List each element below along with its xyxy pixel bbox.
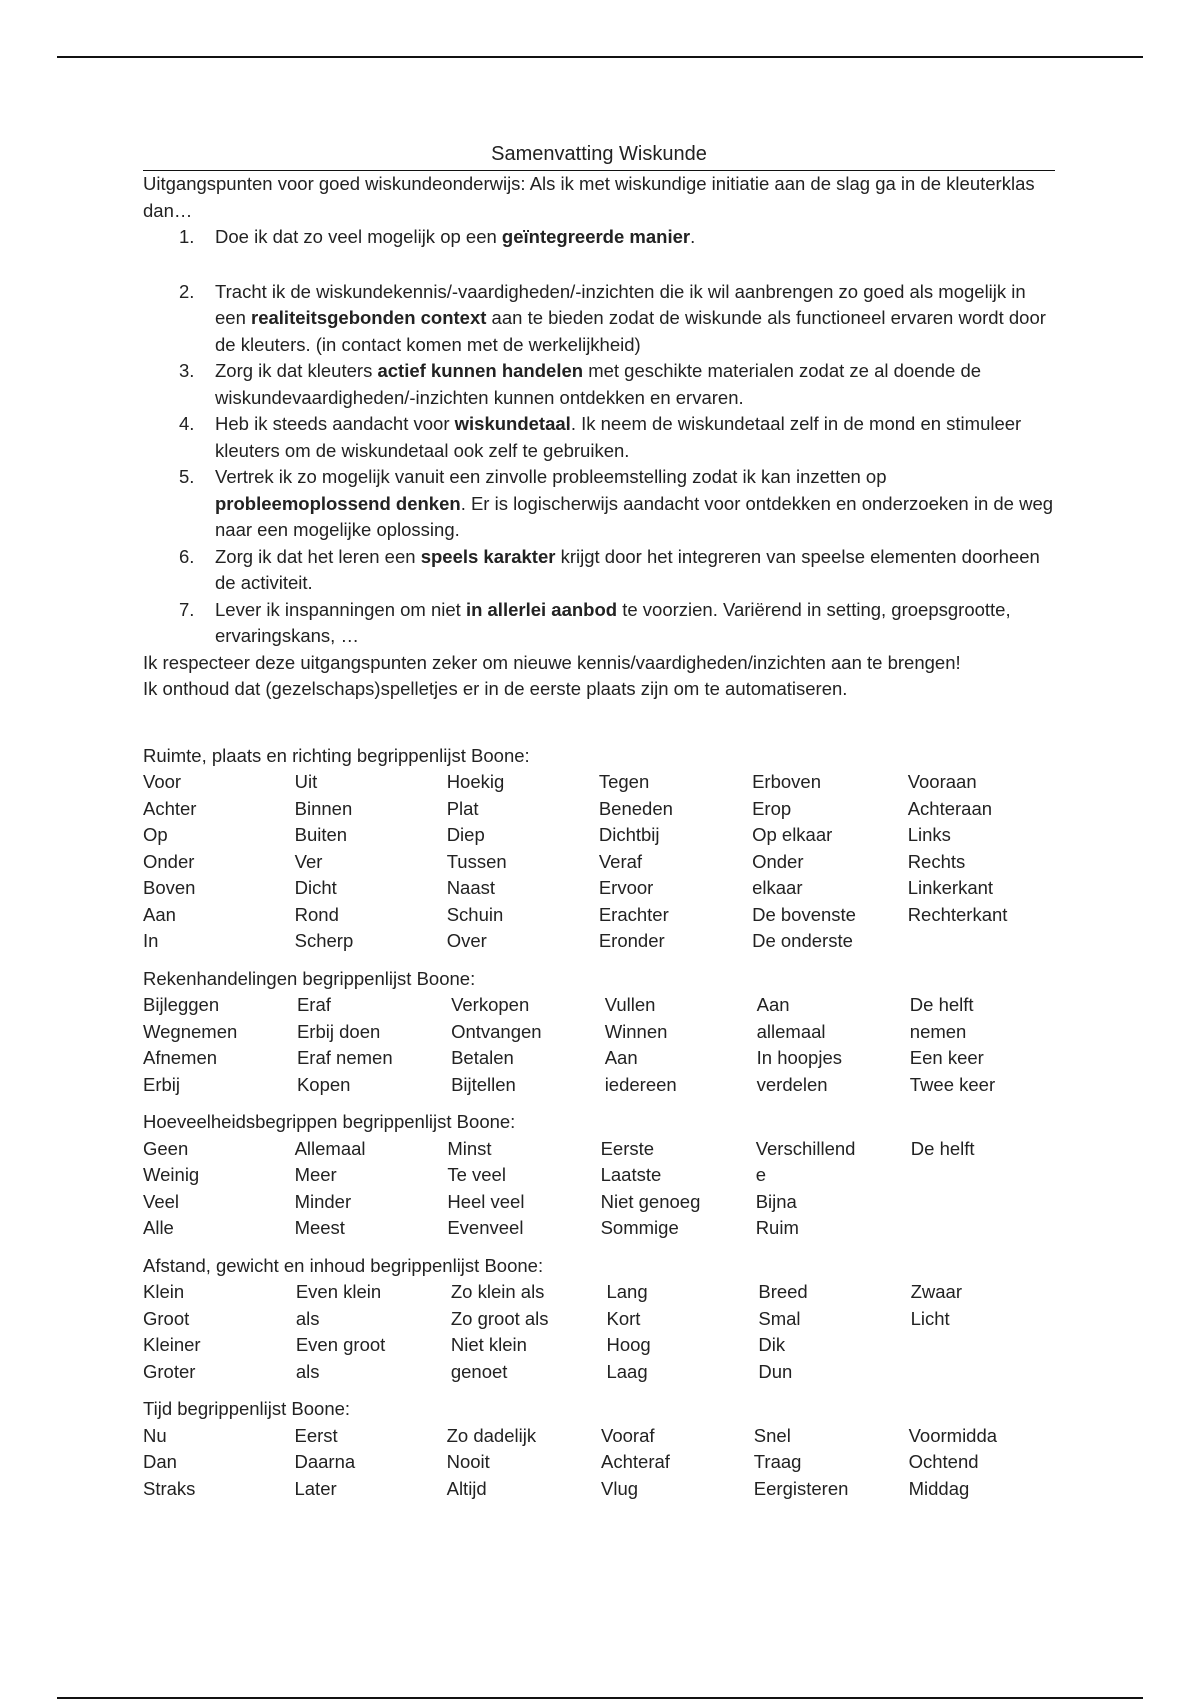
table-row bbox=[143, 1072, 1063, 1099]
word-cell: nemen bbox=[909, 1020, 967, 1042]
word-cell: Beneden bbox=[598, 797, 673, 819]
list-item: 6. Zorg ik dat het leren een speels karakter krijgt door het integreren van speelse elementen doorheen de activiteit. bbox=[179, 545, 1040, 593]
word-cell: In bbox=[143, 930, 159, 951]
list-number: 3. bbox=[179, 360, 195, 381]
word-cell: Alle bbox=[143, 1217, 174, 1238]
word-cell: iedereen bbox=[604, 1073, 677, 1095]
word-cell: Winnen bbox=[604, 1020, 668, 1042]
word-cell: genoet bbox=[450, 1360, 508, 1382]
header-rule bbox=[57, 56, 1143, 58]
word-cell: Nooit bbox=[446, 1451, 490, 1472]
list-item: 4. Heb ik steeds aandacht voor wiskundetaal. Ik neem de wiskundetaal zelf in de mond en stimuleer kleuters om de wiskundetaal ook zelf te gebruiken. bbox=[179, 413, 1022, 461]
word-cell: Erbij bbox=[143, 1073, 181, 1095]
word-cell: Twee keer bbox=[909, 1073, 996, 1095]
word-cell: Op bbox=[143, 824, 168, 845]
word-cell bbox=[911, 1162, 1063, 1189]
word-cell bbox=[911, 1215, 1063, 1242]
word-cell: Boven bbox=[143, 877, 196, 898]
word-cell: Zo klein als bbox=[450, 1281, 545, 1302]
word-cell: Onder bbox=[143, 850, 195, 872]
word-cell: Later bbox=[294, 1477, 337, 1499]
word-cell: Eergisteren bbox=[753, 1477, 849, 1499]
word-cell: Verkopen bbox=[451, 994, 530, 1015]
word-cell: Weinig bbox=[143, 1164, 200, 1185]
word-cell: Eronder bbox=[598, 930, 665, 951]
word-cell: Groot bbox=[143, 1307, 190, 1329]
word-cell: Te veel bbox=[447, 1164, 506, 1185]
list-number: 6. bbox=[179, 545, 195, 567]
list-number: 2. bbox=[179, 280, 195, 302]
word-cell: Bijleggen bbox=[143, 994, 220, 1015]
table-row bbox=[143, 822, 1063, 849]
word-cell: Ochtend bbox=[908, 1451, 979, 1472]
table-row bbox=[143, 849, 1063, 876]
word-cell: als bbox=[295, 1307, 320, 1329]
word-cell: Links bbox=[907, 824, 951, 845]
word-table bbox=[143, 1279, 1063, 1385]
word-cell: Verschillend bbox=[755, 1137, 856, 1159]
word-cell: Over bbox=[446, 930, 487, 951]
list-number: 4. bbox=[179, 413, 195, 434]
word-cell: Traag bbox=[753, 1451, 802, 1472]
word-cell: Aan bbox=[756, 994, 790, 1015]
document-body bbox=[143, 140, 1055, 1502]
section-title: Tijd begrippenlijst Boone: bbox=[143, 1398, 351, 1419]
word-cell: Tegen bbox=[598, 771, 650, 792]
word-cell: Op elkaar bbox=[752, 824, 833, 845]
list-item: 5. Vertrek ik zo mogelijk vanuit een zinvolle probleemstelling zodat ik kan inzetten op probleemoplossend denken. Er is logischerwijs aandacht voor ontdekken en onderzoeken in de weg naar een mogelijke oplossing. bbox=[179, 466, 1054, 540]
word-cell: Nu bbox=[143, 1424, 167, 1446]
word-cell: Dik bbox=[758, 1334, 786, 1355]
word-cell: De onderste bbox=[752, 930, 853, 951]
word-cell: Erbij doen bbox=[296, 1020, 381, 1042]
glossary-sections bbox=[143, 743, 1055, 1503]
word-cell: Sommige bbox=[600, 1217, 679, 1238]
word-cell: Ruim bbox=[755, 1217, 799, 1238]
word-cell: Altijd bbox=[446, 1477, 487, 1499]
word-cell: Dun bbox=[758, 1360, 793, 1382]
list-item: 1. Doe ik dat zo veel mogelijk op een geïntegreerde manier. bbox=[143, 224, 1055, 251]
word-table bbox=[143, 992, 1063, 1098]
word-cell: Eraf bbox=[296, 994, 331, 1015]
table-row bbox=[143, 875, 1063, 902]
word-cell: Snel bbox=[753, 1424, 791, 1446]
word-cell: Afnemen bbox=[143, 1047, 218, 1068]
word-cell: Meer bbox=[294, 1164, 337, 1185]
word-table bbox=[143, 769, 1063, 955]
word-cell: Een keer bbox=[909, 1047, 984, 1068]
section-title: Rekenhandelingen begrippenlijst Boone: bbox=[143, 967, 476, 989]
word-cell: Minder bbox=[294, 1190, 352, 1212]
list-number: 7. bbox=[179, 598, 195, 620]
page-title: Samenvatting Wiskunde bbox=[143, 140, 1055, 171]
word-cell: Hoog bbox=[606, 1334, 651, 1355]
word-cell: Niet genoeg bbox=[600, 1190, 701, 1212]
table-row bbox=[143, 1423, 1063, 1450]
word-cell: e bbox=[755, 1164, 766, 1185]
emphasis: wiskundetaal bbox=[454, 413, 571, 434]
word-cell: Evenveel bbox=[447, 1217, 524, 1238]
word-cell: Erachter bbox=[598, 903, 669, 925]
word-cell: Even klein bbox=[295, 1281, 382, 1302]
word-cell: als bbox=[295, 1360, 320, 1382]
word-cell: Erboven bbox=[752, 771, 821, 792]
word-cell: Allemaal bbox=[294, 1137, 366, 1159]
word-cell: In hoopjes bbox=[756, 1047, 842, 1068]
table-row bbox=[143, 1476, 1063, 1503]
table-row bbox=[143, 1306, 1063, 1333]
word-cell: Groter bbox=[143, 1360, 196, 1382]
table-row bbox=[143, 1045, 1063, 1072]
table-row bbox=[143, 1449, 1063, 1476]
closing-line: Ik onthoud dat (gezelschaps)spelletjes er in de eerste plaats zijn om te automatiseren. bbox=[143, 678, 848, 699]
table-row bbox=[143, 1189, 1063, 1216]
table-row bbox=[143, 992, 1063, 1019]
word-cell: Voormidda bbox=[908, 1424, 998, 1446]
word-cell: Diep bbox=[446, 824, 485, 845]
word-cell: Aan bbox=[604, 1047, 638, 1068]
word-cell: allemaal bbox=[756, 1020, 826, 1042]
word-cell: Achter bbox=[143, 797, 197, 819]
emphasis: actief kunnen handelen bbox=[377, 360, 584, 381]
table-row bbox=[143, 796, 1063, 823]
word-cell: Plat bbox=[446, 797, 479, 819]
list-number: 1. bbox=[179, 226, 195, 247]
word-cell: Aan bbox=[143, 903, 176, 925]
word-cell: Niet klein bbox=[450, 1334, 527, 1355]
emphasis: probleemoplossend denken bbox=[215, 492, 461, 514]
word-cell: Buiten bbox=[294, 824, 348, 845]
word-cell: Achteraan bbox=[907, 797, 993, 819]
list-number: 5. bbox=[179, 466, 195, 487]
glossary-section bbox=[143, 743, 1055, 955]
word-cell: Zwaar bbox=[910, 1281, 962, 1302]
word-cell: Hoekig bbox=[446, 771, 505, 792]
word-cell: Eerst bbox=[294, 1424, 338, 1446]
word-cell bbox=[911, 1189, 1063, 1216]
glossary-section bbox=[143, 1109, 1055, 1242]
section-title: Ruimte, plaats en richting begrippenlijst Boone: bbox=[143, 744, 530, 766]
word-cell: Ontvangen bbox=[451, 1020, 542, 1042]
word-cell: Meest bbox=[294, 1217, 345, 1238]
word-cell: Smal bbox=[758, 1307, 801, 1329]
table-row bbox=[143, 1279, 1063, 1306]
word-cell: Kleiner bbox=[143, 1334, 201, 1355]
word-cell: Tussen bbox=[446, 850, 507, 872]
word-cell: Rond bbox=[294, 903, 339, 925]
word-cell: Betalen bbox=[451, 1047, 514, 1068]
emphasis: in allerlei aanbod bbox=[465, 598, 618, 620]
table-row bbox=[143, 1332, 1063, 1359]
word-cell: elkaar bbox=[752, 877, 803, 898]
word-cell: Dan bbox=[143, 1451, 177, 1472]
word-cell: Laag bbox=[606, 1360, 648, 1382]
word-cell: Veel bbox=[143, 1190, 180, 1212]
glossary-section bbox=[143, 1396, 1055, 1502]
word-cell: Dicht bbox=[294, 877, 337, 898]
table-row bbox=[143, 769, 1063, 796]
word-cell: Laatste bbox=[600, 1164, 662, 1185]
word-cell: Bijtellen bbox=[451, 1073, 516, 1095]
word-cell: Achteraf bbox=[601, 1451, 670, 1472]
word-cell: Lang bbox=[606, 1281, 648, 1302]
word-cell: Klein bbox=[143, 1281, 185, 1302]
word-cell: Geen bbox=[143, 1137, 189, 1159]
word-cell: Breed bbox=[758, 1281, 808, 1302]
word-cell: Even groot bbox=[295, 1334, 386, 1355]
emphasis: speels karakter bbox=[420, 545, 556, 567]
word-cell: Straks bbox=[143, 1477, 196, 1499]
word-cell: Ver bbox=[294, 850, 323, 872]
word-cell: De helft bbox=[910, 1137, 975, 1159]
word-cell: Binnen bbox=[294, 797, 353, 819]
word-cell: Ervoor bbox=[598, 877, 654, 898]
word-cell bbox=[911, 1359, 1063, 1386]
word-cell: De helft bbox=[909, 994, 974, 1015]
word-cell: Erop bbox=[752, 797, 792, 819]
glossary-section bbox=[143, 966, 1055, 1099]
word-cell: Kopen bbox=[296, 1073, 351, 1095]
closing-line: Ik respecteer deze uitgangspunten zeker om nieuwe kennis/vaardigheden/inzichten aan te brengen! bbox=[143, 651, 961, 673]
word-cell: Vullen bbox=[604, 994, 656, 1015]
word-cell: Bijna bbox=[755, 1190, 797, 1212]
word-cell: Vlug bbox=[601, 1477, 639, 1499]
emphasis: realiteitsgebonden context bbox=[251, 307, 487, 328]
word-cell: Licht bbox=[910, 1307, 950, 1329]
word-table bbox=[143, 1136, 1063, 1242]
word-cell: Kort bbox=[606, 1307, 641, 1329]
table-row bbox=[143, 928, 1063, 955]
word-cell: Vooraf bbox=[601, 1424, 655, 1446]
glossary-section bbox=[143, 1253, 1055, 1386]
table-row bbox=[143, 1359, 1063, 1386]
word-cell: Scherp bbox=[294, 930, 354, 951]
word-cell: Minst bbox=[447, 1137, 492, 1159]
section-title: Hoeveelheidsbegrippen begrippenlijst Boone: bbox=[143, 1111, 516, 1132]
emphasis: geïntegreerde manier bbox=[501, 226, 691, 247]
footer-rule bbox=[57, 1697, 1143, 1699]
word-cell: Schuin bbox=[446, 903, 504, 925]
word-cell: Eraf nemen bbox=[296, 1047, 393, 1068]
intro-paragraph: Uitgangspunten voor goed wiskundeonderwijs: Als ik met wiskundige initiatie aan de slag ga in de kleuterklas dan… bbox=[143, 173, 1035, 221]
table-row bbox=[143, 1136, 1063, 1163]
word-cell: Uit bbox=[294, 771, 318, 792]
section-title: Afstand, gewicht en inhoud begrippenlijst Boone: bbox=[143, 1254, 544, 1276]
table-row bbox=[143, 1215, 1063, 1242]
word-cell: Zo dadelijk bbox=[446, 1424, 537, 1446]
word-cell: Middag bbox=[908, 1477, 970, 1499]
word-cell bbox=[908, 928, 1063, 955]
word-cell: Naast bbox=[446, 877, 496, 898]
table-row bbox=[143, 1019, 1063, 1046]
word-cell: Rechterkant bbox=[907, 903, 1008, 925]
list-item: 2. Tracht ik de wiskundekennis/-vaardigheden/-inzichten die ik wil aanbrengen zo goed als mogelijk in een realiteitsgebonden context aan te bieden zodat de wiskunde als functioneel ervaren wordt door de kleuters. (in contact komen met de werkelijkheid) bbox=[179, 280, 1046, 355]
list-item: 3. Zorg ik dat kleuters actief kunnen handelen met geschikte materialen zodat ze al doende de wiskundevaardigheden/-inzichten kunnen ontdekken en ervaren. bbox=[179, 360, 982, 408]
word-cell: Daarna bbox=[294, 1451, 356, 1472]
principles-list bbox=[143, 224, 1055, 650]
word-cell: Dichtbij bbox=[598, 824, 660, 845]
word-cell: Eerste bbox=[600, 1137, 655, 1159]
word-cell: Rechts bbox=[907, 850, 966, 872]
word-table bbox=[143, 1423, 1063, 1503]
list-item: 7. Lever ik inspanningen om niet in allerlei aanbod te voorzien. Variërend in setting, groepsgrootte, ervaringskans, … bbox=[179, 598, 1011, 646]
word-cell: Onder bbox=[752, 850, 804, 872]
word-cell: De bovenste bbox=[752, 903, 856, 925]
table-row bbox=[143, 1162, 1063, 1189]
word-cell: Voor bbox=[143, 771, 182, 792]
word-cell: Veraf bbox=[598, 850, 643, 872]
word-cell bbox=[911, 1332, 1063, 1359]
word-cell: Heel veel bbox=[447, 1190, 525, 1212]
word-cell: Wegnemen bbox=[143, 1020, 238, 1042]
word-cell: Vooraan bbox=[907, 771, 977, 792]
word-cell: Zo groot als bbox=[450, 1307, 549, 1329]
word-cell: verdelen bbox=[756, 1073, 828, 1095]
table-row bbox=[143, 902, 1063, 929]
word-cell: Linkerkant bbox=[907, 877, 994, 898]
